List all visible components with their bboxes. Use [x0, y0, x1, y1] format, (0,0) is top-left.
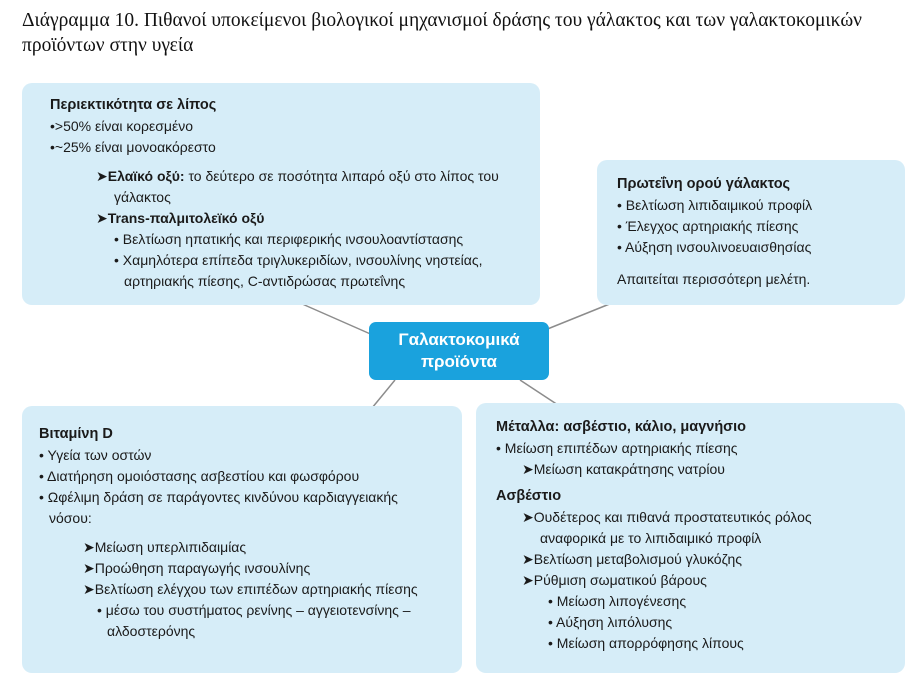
fat-saturated: •>50% είναι κορεσμένο	[50, 118, 193, 134]
connector-vitd	[372, 380, 395, 408]
vitd-sub-2-text: Προώθηση παραγωγής ινσουλίνης	[94, 560, 311, 576]
connector-metals	[520, 380, 558, 405]
arrow-icon: ➤	[522, 461, 534, 477]
vitd-sub-4-cont: αλδοστερόνης	[107, 623, 196, 639]
whey-benefit-1: • Βελτίωση λιπιδαιμικού προφίλ	[617, 197, 813, 213]
calcium-heading: Ασβέστιο	[496, 488, 562, 504]
whey-benefit-3: • Αύξηση ινσουλινοευαισθησίας	[617, 239, 812, 255]
elaic-text: το δεύτερο σε ποσότητα λιπαρό οξύ στο λίπος του	[184, 168, 499, 184]
trans-benefit-2-cont: αρτηριακής πίεσης, C-αντιδρώσας πρωτεΐνης	[124, 273, 406, 289]
fat-monounsaturated: •~25% είναι μονοακόρεστο	[50, 139, 216, 155]
whey-benefit-2: • Έλεγχος αρτηριακής πίεσης	[617, 218, 799, 234]
vitd-sub-1	[39, 537, 462, 558]
calcium-detail-2: • Αύξηση λιπόλυσης	[548, 614, 673, 630]
arrow-icon: ➤	[83, 539, 95, 555]
arrow-icon: ➤	[522, 551, 534, 567]
trans-label: Trans-παλμιτολεϊκό οξύ	[107, 210, 265, 226]
vitd-sub-3-text: Βελτίωση ελέγχου των επιπέδων αρτηριακής πίεσης	[94, 581, 418, 597]
calcium-item-1-text: Ουδέτερος και πιθανά προστατευτικός ρόλος	[533, 509, 812, 525]
connector-whey	[545, 303, 612, 330]
calcium-item-3	[496, 570, 905, 591]
minerals-sub-1-text: Μείωση κατακράτησης νατρίου	[533, 461, 725, 477]
vitamin-d-box	[22, 406, 462, 673]
trans-benefit-1: • Βελτίωση ηπατικής και περιφερικής ινσουλοαντίστασης	[114, 231, 464, 247]
minerals-heading: Μέταλλα: ασβέστιο, κάλιο, μαγνήσιο	[496, 419, 746, 435]
vitd-sub-4: • μέσω του συστήματος ρενίνης – αγγειοτενσίνης –	[97, 602, 411, 618]
elaic-acid-item	[50, 166, 540, 187]
trans-benefit-2: • Χαμηλότερα επίπεδα τριγλυκεριδίων, ινσουλίνης νηστείας,	[114, 252, 483, 268]
vitd-benefit-1: • Υγεία των οστών	[39, 447, 152, 463]
arrow-icon: ➤	[522, 509, 534, 525]
calcium-detail-3: • Μείωση απορρόφησης λίπους	[548, 635, 744, 651]
vitd-sub-1-text: Μείωση υπερλιπιδαιμίας	[94, 539, 247, 555]
vitd-sub-2	[39, 558, 462, 579]
calcium-detail-1: • Μείωση λιπογένεσης	[548, 593, 687, 609]
whey-protein-box	[597, 160, 905, 305]
center-line-2: προϊόντα	[420, 352, 498, 371]
diagram-title: Διάγραμμα 10. Πιθανοί υποκείμενοι βιολογικοί μηχανισμοί δράσης του γάλακτος και των γαλακτοκομικών προϊόντων στην υγεία	[22, 10, 862, 56]
arrow-icon: ➤	[522, 572, 534, 588]
whey-note: Απαιτείται περισσότερη μελέτη.	[617, 271, 811, 287]
vitd-sub-3	[39, 579, 462, 600]
calcium-item-1	[496, 507, 905, 528]
vitd-benefit-3: • Ωφέλιμη δράση σε παράγοντες κινδύνου καρδιαγγειακής	[39, 489, 398, 505]
calcium-item-1-cont: αναφορικά με το λιπιδαιμικό προφίλ	[540, 530, 762, 546]
fat-content-box	[22, 83, 540, 305]
calcium-item-2-text: Βελτίωση μεταβολισμού γλυκόζης	[533, 551, 743, 567]
connector-fat	[300, 303, 375, 336]
trans-item	[50, 208, 540, 229]
vitd-benefit-3-cont: νόσου:	[49, 510, 92, 526]
minerals-sub-1	[496, 459, 905, 480]
arrow-icon: ➤	[96, 168, 108, 184]
vitd-heading: Βιταμίνη D	[39, 426, 113, 442]
minerals-box	[476, 403, 905, 673]
calcium-item-2	[496, 549, 905, 570]
center-line-1: Γαλακτοκομικά	[398, 330, 520, 349]
calcium-item-3-text: Ρύθμιση σωματικού βάρους	[533, 572, 707, 588]
arrow-icon: ➤	[83, 581, 95, 597]
arrow-icon: ➤	[96, 210, 108, 226]
vitd-benefit-2: • Διατήρηση ομοιόστασης ασβεστίου και φωσφόρου	[39, 468, 360, 484]
minerals-benefit-1: • Μείωση επιπέδων αρτηριακής πίεσης	[496, 440, 738, 456]
elaic-text-cont: γάλακτος	[114, 189, 171, 205]
whey-heading: Πρωτεΐνη ορού γάλακτος	[617, 176, 791, 192]
fat-heading: Περιεκτικότητα σε λίπος	[50, 97, 217, 113]
dairy-products-node	[369, 322, 549, 380]
elaic-label: Ελαϊκό οξύ:	[107, 168, 185, 184]
arrow-icon: ➤	[83, 560, 95, 576]
